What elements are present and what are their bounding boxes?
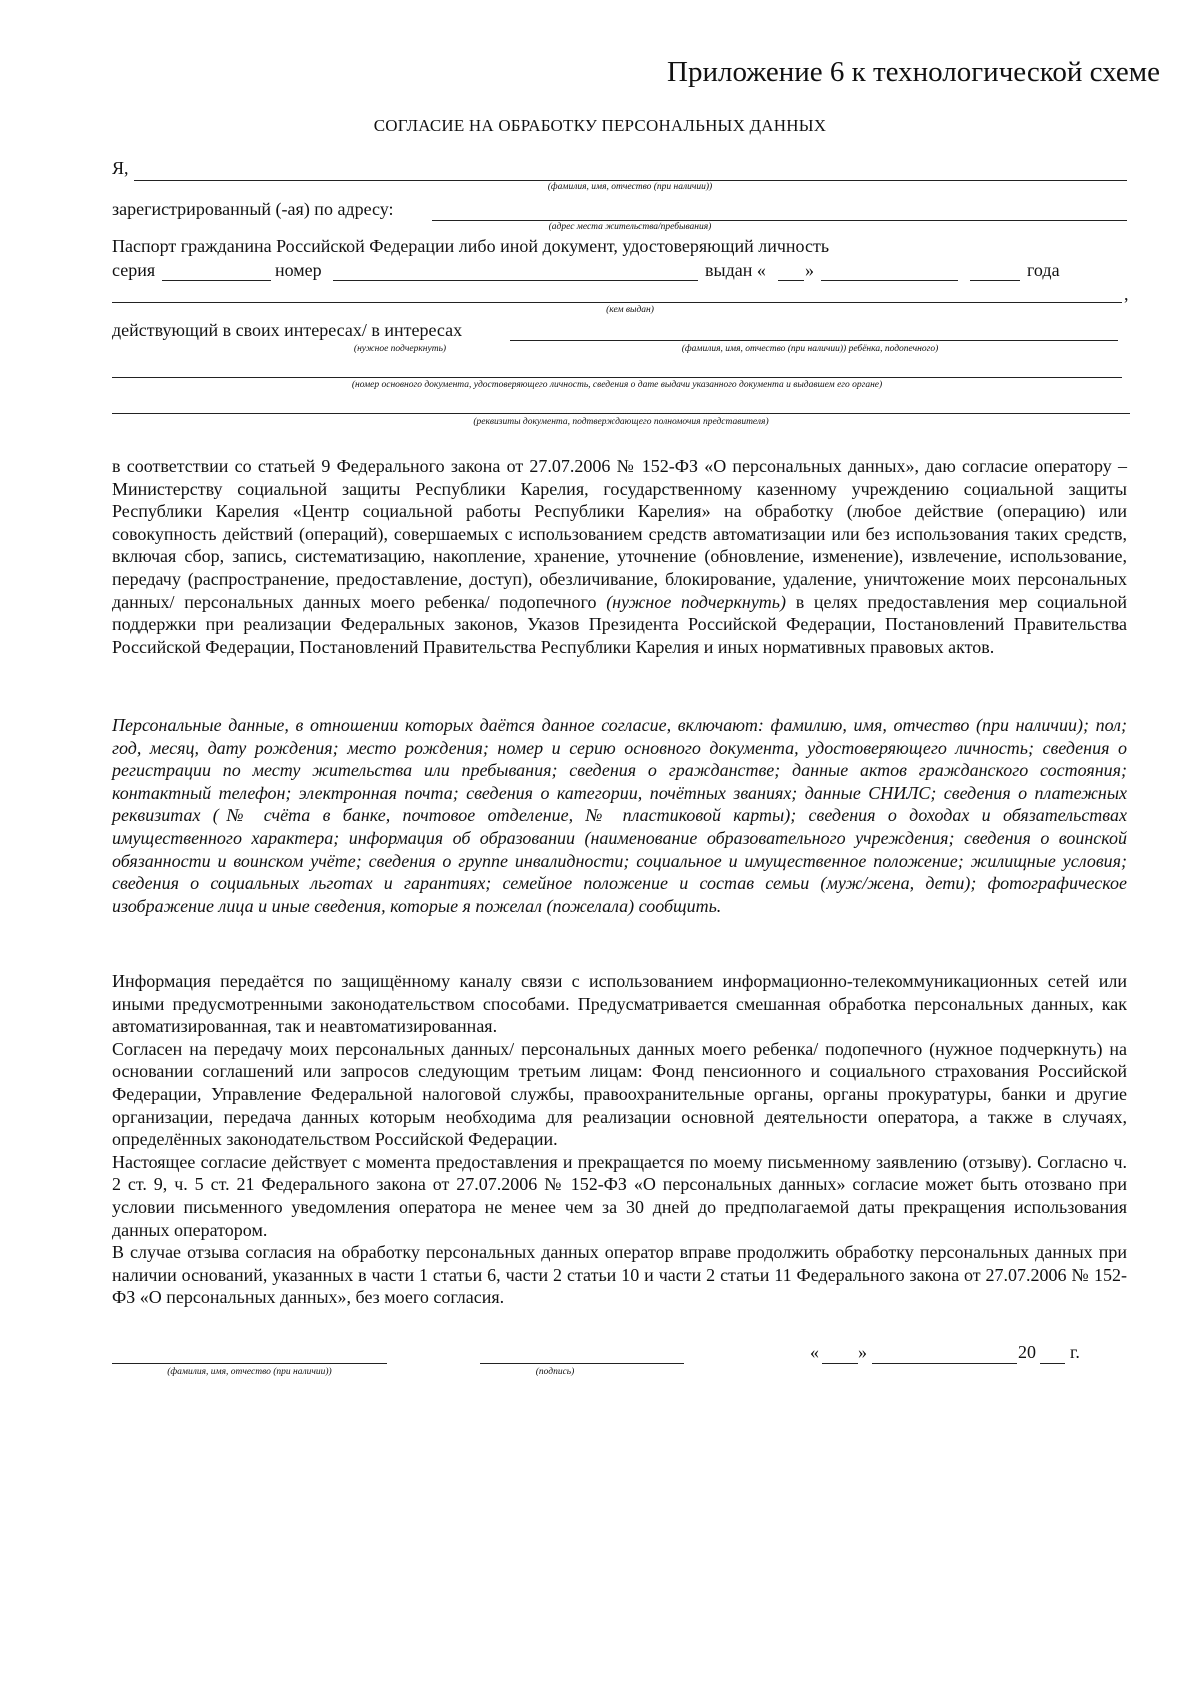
transfer-info-block — [112, 970, 1127, 1309]
address-field-line[interactable] — [432, 220, 1127, 221]
issued-by-caption: (кем выдан) — [606, 305, 654, 315]
number-field-line[interactable] — [333, 280, 698, 281]
acting-label: действующий в своих интересах/ в интересах — [112, 320, 463, 340]
signature-fio-caption: (фамилия, имя, отчество (при наличии)) — [167, 1367, 332, 1377]
validity-paragraph: Настоящее согласие действует с момента предоставления и прекращается по моему письменному заявлению (отзыву). Согласно ч. 2 ст. 9, ч. 5 ст. 21 Федерального закона от 27.07.2006 № 152-ФЗ «О персональных данных» согласие может быть отозвано при условии письменного уведомления оператора не менее чем за 30 дней до предполагаемой даты прекращения использования данных оператором. — [112, 1151, 1127, 1240]
ward-caption: (фамилия, имя, отчество (при наличии)) ребёнка, подопечного) — [681, 344, 939, 354]
ya-label: Я, — [112, 158, 129, 178]
consent-text-a: в соответствии со статьей 9 Федерального закона от 27.07.2006 № 152-ФЗ «О персональных данных», даю согласие оператору – Министерству социальной защиты Республики Карелия, государственному казенному учреждению социальной защиты Республики Карелия «Центр социальной работы Республики Карелия» на обработку (любое действие (операцию) или совокупность действий (операций), совершаемых с использованием средств автоматизации или без использования таких средств, включая сбор, запись, систематизацию, накопление, хранение, уточнение (обновление, изменение), извлечение, использование, передачу (распространение, предоставление, доступ), обезличивание, блокирование, удаление, уничтожение моих персональных данных/ персональных данных моего ребенка/ подопечного — [112, 456, 1127, 612]
address-caption: (адрес места жительства/пребывания) — [548, 222, 712, 232]
issued-month-line[interactable] — [821, 280, 958, 281]
signature-line[interactable] — [480, 1363, 684, 1364]
requisites-field-line[interactable] — [112, 413, 1130, 414]
ward-field-line[interactable] — [510, 340, 1118, 341]
date-day-line[interactable] — [822, 1363, 858, 1364]
fio-field-line[interactable] — [134, 180, 1127, 181]
issued-day-line[interactable] — [778, 280, 804, 281]
document-field-line[interactable] — [112, 377, 1122, 378]
signature-caption: (подпись) — [535, 1367, 575, 1377]
third-party-paragraph: Согласен на передачу моих персональных данных/ персональных данных моего ребенка/ подопечного (нужное подчеркнуть) на основании соглашений или запросов следующим третьим лицам: Фонд пенсионного и социального страхования Российской Федерации, Управление Федеральной налоговой службы, правоохранительные органы, органы прокуратуры, банки и другие организации, передача данных которым необходима для реализации основной деятельности оператора, а также в случаях, определённых законодательством Российской Федерации. — [112, 1038, 1127, 1150]
issued-close-quote: » — [805, 260, 814, 280]
document-title: СОГЛАСИЕ НА ОБРАБОТКУ ПЕРСОНАЛЬНЫХ ДАННЫХ — [373, 116, 827, 135]
date-month-line[interactable] — [872, 1363, 1017, 1364]
series-field-line[interactable] — [162, 280, 271, 281]
year-suffix: г. — [1070, 1342, 1080, 1362]
year-prefix: 20 — [1018, 1342, 1036, 1362]
series-label: серия — [112, 260, 156, 280]
underline-caption: (нужное подчеркнуть) — [353, 344, 447, 354]
withdrawal-paragraph: В случае отзыва согласия на обработку персональных данных оператор вправе продолжить обработку персональных данных при наличии оснований, указанных в части 1 статьи 6, части 2 статьи 10 и части 2 статьи 11 Федерального закона от 27.07.2006 № 152-ФЗ «О персональных данных», без моего согласия. — [112, 1242, 1127, 1308]
consent-text-b: в целях предоставления мер социальной поддержки при реализации Федеральных законов, Указов Президента Российской Федерации, Постановлений Правительства Российской Федерации, Постановлений Правительства Республики Карелия и иных нормативных правовых актов. — [112, 591, 1128, 657]
signature-fio-line[interactable] — [112, 1363, 387, 1364]
passport-label: Паспорт гражданина Российской Федерации либо иной документ, удостоверяющий личность — [112, 236, 830, 256]
issued-by-comma: , — [1124, 284, 1129, 304]
fio-caption: (фамилия, имя, отчество (при наличии)) — [547, 182, 713, 192]
date-open-quote: « — [810, 1342, 819, 1362]
year-label: года — [1027, 260, 1060, 280]
issued-label: выдан « — [705, 260, 766, 280]
date-close-quote: » — [858, 1342, 867, 1362]
appendix-label: Приложение 6 к технологической схеме — [667, 56, 1160, 88]
issued-year-line[interactable] — [970, 280, 1020, 281]
requisites-caption: (реквизиты документа, подтверждающего полномочия представителя) — [473, 417, 769, 427]
underline-note: (нужное подчеркнуть) — [606, 591, 786, 612]
issued-by-field-line[interactable] — [112, 302, 1122, 303]
consent-paragraph — [112, 455, 1127, 658]
personal-data-list-paragraph: Персональные данные, в отношении которых даётся данное согласие, включают: фамилию, имя, отчество (при наличии); пол; год, месяц, дату рождения; место рождения; номер и серию основного документа, удостоверяющего личность; сведения о регистрации по месту жительства или пребывания; сведения о гражданстве; данные актов гражданского состояния; контактный телефон; электронная почта; сведения о категории, почётных званиях; данные СНИЛС; сведения о платежных реквизитах (№ счёта в банке, почтовое отделение, № пластиковой карты); сведения о доходах и обязательствах имущественного характера; информация об образовании (наименование образовательного учреждения; сведения о воинской обязанности и воинском учёте; сведения о группе инвалидности; социальное и имущественное положение; жилищные условия; сведения о социальных льготах и гарантиях; семейное положение и состав семьи (муж/жена, дети); фотографическое изображение лица и иные сведения, которые я пожелал (пожелала) сообщить. — [112, 715, 1127, 916]
registered-label: зарегистрированный (-ая) по адресу: — [112, 199, 394, 219]
channel-paragraph: Информация передаётся по защищённому каналу связи с использованием информационно-телекоммуникационных сетей или иными предусмотренными законодательством способами. Предусматривается смешанная обработка персональных данных, как автоматизированная, так и неавтоматизированная. — [112, 971, 1127, 1037]
document-caption: (номер основного документа, удостоверяющего личность, сведения о дате выдачи указанного документа и выдавшем его органе) — [351, 380, 883, 390]
date-year-line[interactable] — [1040, 1363, 1065, 1364]
number-label: номер — [275, 260, 322, 280]
